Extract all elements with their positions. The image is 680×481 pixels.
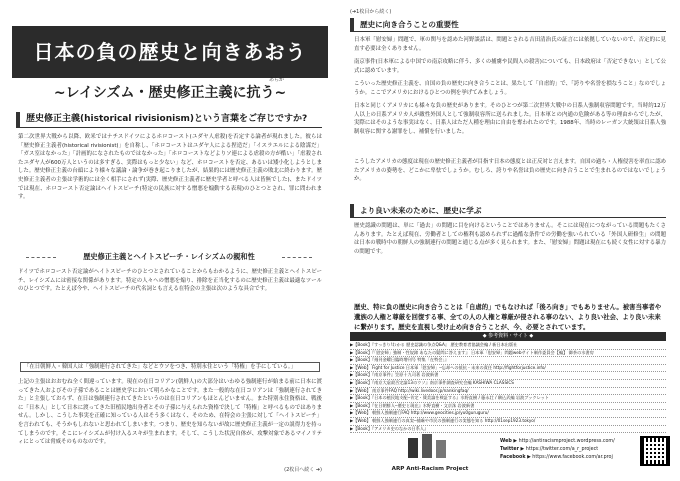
reference-item: ▶【Book】『南京大虐殺否定論13のウソ』南京事件調査研究会編 KASHIWA CLASSICS: [350, 380, 666, 388]
conclusion-paragraph: 歴史、特に負の歴史に向き合うことは「自虐的」でもなければ「後ろ向き」でもありません。被害当事者や遺族の人権と尊厳を回復する事、全ての人の人権と尊厳が侵される事のない、より良い社会、より良い未来に繋がります。歴史を直視し受け止め向き合うことが、今、必要とされています。: [354, 303, 662, 331]
subtitle-text: ~レイシズム・歴史修正主義に抗う~: [53, 85, 287, 101]
self-deprecation-paragraph: こういった歴史修正主義を、自国の負の歴史に向き合うことは、果たして「自虐的」で、「誇りや名誉を損なうこと」なのでしょうか。ここでアメリカにおけるひとつの例を挙げてみましょう。: [354, 81, 666, 96]
references-list: [350, 342, 666, 433]
page-subtitle: [12, 77, 328, 102]
reference-item[interactable]: ▶【Web】 朝鮮人強制連行FAQ http://www.geocities.jp/yu0guruguru/: [350, 410, 666, 418]
qr-code-icon[interactable]: [640, 436, 670, 466]
reference-item: ▶【Book】『アメリカ史のなかの日系人』: [350, 426, 666, 434]
footer-link-facebook[interactable]: Facebook ▶ https://www.facebook.com/ar.proj: [500, 455, 613, 460]
question-heading: 歴史修正主義(historical rivisionism)という言葉をご存じですか?: [16, 112, 322, 128]
heading-future: より良い未来のために、歴史に学ぶ: [350, 204, 666, 218]
reference-item: ▶【Book】『南京事件』笠原十九司著 岩波新書: [350, 372, 666, 380]
section-divider: 歴史修正主義とヘイトスピーチ・レイシズムの親和性: [16, 250, 322, 264]
footer-links: [500, 438, 640, 462]
continue-note: (2枚目へ続く ➔): [284, 467, 322, 473]
quote-box: 「在日朝鮮人・韓国人は「強制連行されてきた」などとウソをつき、特別永住という「特権」を手にしている。」: [20, 362, 320, 372]
org-name: ARP Anti-Racism Project: [391, 466, 469, 472]
affinity-paragraph: ドイツでホロコースト否定論がヘイトスピーチのひとつとされていることからもわかるように、歴史修正主義とヘイトスピーチ、レイシズムには密接な関係があります。特定の人々への憎悪を煽り、排除を正当化するのに歴史修正主義は最適なツールのひとつです。たとえば今や、ヘイトスピーチの代名詞とも言える在特会の主張は次のような具合です。: [18, 269, 322, 293]
rebuttal-paragraph: 上記の主張はおおむね全く間違っています。現在の在日コリアン(朝鮮人)の大部分はいわゆる強制連行が始まる前に日本に渡ってきた人およびその子孫であることは歴史学において明らかなことです。また一般的な在日コリアンは「強制連行されてきた」と主張しておらず、在日は強制連行されてきたというのは在日コリアンもほとんどいません。また特別永住資格は、戦後に「日本人」として日本に渡ってきた旧植民地出身者とその子孫に与えられた資格で決して「特権」と呼べるものではありません。しかし、こうした事実を正確に知っている人はそう多くはなく、そのため、在特会の主張に対して「ヘイトスピーチ」を言われても、そうかもしれないと思われてしまいます。つまり、歴史を知らないが故に歴史修正主義が一定の説得力を持ってしまうのです。そこにレイシズムが付け入るスキが生まれます。そして、こうした状況自体が、攻撃対象であるマイノリティにとっては脅威そのものなのです。: [18, 379, 322, 446]
intro-paragraph: 第二次世界大戦から以降、欧米ではナチスドイツによるホロコースト(ユダヤ人虐殺)を否定する論者が現れました。彼らは「歴史修正主義者(historical rivisionist)」を自称し、「ホロコーストはユダヤ人による捏造だ」「イスラエルによる陰謀だ」「ガス室はなかった」「計画的になされたものではなかった」「ホロコーストなどよりソ連による虐殺の方が酷い」「虐殺されたユダヤ人が600万人というのは多すぎる、実際はもっと少ない」など、ホロコーストを否定、あるいは矮小化しようとしました。歴史修正主義の台頭により様々な議論・論争が巻き起こりましたが、結果的には歴史修正主義の敗北に終わります。歴史修正主義者の主張は学術的には全く相手にされず(実際、歴史修正主義者に歴史学者と呼べる人は皆無でした)、またドイツでは現在、ホロコースト否定論はヘイトスピーチ(特定の民族に対する憎悪を煽動する表現)のひとつとされ、罪に問われます。: [18, 134, 322, 201]
reference-item: ▶【Book】『すっきり!わかる 歴史認識の争点Q&A』 歴史教育者協議会編 / 新日本出版社: [350, 342, 666, 350]
us-attitude-paragraph: こうしたアメリカの態度は現在の歴史修正主義者が目指す日本の態度とは正反対と言えます。自国の過ち・人権侵害を率直に認めたアメリカの姿勢を、どこかに卑怯でしょうか。むしろ、誇りや名誉は負の歴史に向き合うことで生まれるのではないでしょうか。: [354, 159, 666, 183]
continued-note: (➔1枚目から続く): [350, 9, 392, 15]
reference-item: ▶【Book】『日本の植民地支配─肯定・賛美論を検証する』水野直樹 / 藤永壮 / 駒込武編 岩波ブックレット: [350, 395, 666, 403]
page-title: 日本の負の歴史と向きあおう: [12, 26, 328, 78]
reference-item[interactable]: ▶【Web】 Fight for Justice 日本軍「慰安婦」─忘却への抵抗・未来の責任 http://fightforjustice.info/: [350, 365, 666, 373]
reference-item[interactable]: ▶【Web】 南京事件FAQ http://wiki.livedoor.jp/nankingfaq/: [350, 388, 666, 396]
references-title: ◆ 参考資料・サイト ◆: [350, 332, 666, 341]
us-internment-paragraph: 日本と同じくアメリカにも様々な負の歴史があります。そのひとつが第二次世界大戦中の日系人強制収容問題です。当時約12万人以上の日系アメリカ人が敵性外国人として強制収容所に送られました。日本軍との内通の危険がある等の理由からでしたが、実際にはそのような事実はなく、日系人はただ人種を理由に自由を奪われたのです。1988年、当時のレーガン大統領は日系人強制収容に関する謝罪をし、補償を行いました。: [354, 103, 666, 135]
page-right: [340, 0, 680, 481]
footer-link-web[interactable]: Web ▶ http://antiracismproject.wordpress.com/: [500, 439, 615, 444]
footer-link-twitter[interactable]: Twitter ▶ https://twitter.com/a_r_project: [500, 447, 599, 452]
reference-item: ▶【Book】『「慰安婦」強制・性奴隷 あなたの疑問に答えます』 日本軍「慰安婦」問題webサイト制作委員会【編】 御茶の水書房: [350, 350, 666, 358]
nanjing-paragraph: 南京事件(日本軍による中国での南京攻略に伴う、多くの捕虜や民間人の殺害)についても、日本政府は「否定できない」として公式に認めています。: [354, 59, 666, 74]
arp-logo-icon: [400, 432, 460, 462]
heading-importance: 歴史に向き合うことの重要性: [350, 18, 666, 32]
reference-item: ▶【Book】『週刊金曜日臨時増刊号 特集「在特会」』: [350, 357, 666, 365]
reference-item: ▶【Book】『在日朝鮮人─歴史と現在』水野直樹・文京洙 岩波新書: [350, 403, 666, 411]
subtitle-ruby: あらが: [268, 77, 284, 83]
reference-item[interactable]: ▶【Web】 朝鮮人強制連行の真実─捕虜や市民の強制連行の実態を知る http://01sep1923.tokyo/: [350, 418, 666, 426]
present-issues-paragraph: 歴史認識の問題は、単に「過去」の問題に目を向けるということではありません。そこには現在につながっている問題もたくさんあります。たとえば現在、労働者としての権利も認められずに過酷な条件での労働を強いられている「外国人研修生」の問題は日本の戦時中の朝鮮人の強制連行の問題と通じる点が多く見られます。また、「慰安婦」問題は現在にも続く女性に対する暴力の問題です。: [354, 223, 666, 255]
org-logo: [360, 432, 500, 476]
comfort-women-paragraph: 日本軍「慰安婦」問題で、軍の関与を認めた河野談話は、問題とされる吉田清治氏の証言には依拠していないので、否定的に見直す必要は全くありません。: [354, 37, 666, 52]
